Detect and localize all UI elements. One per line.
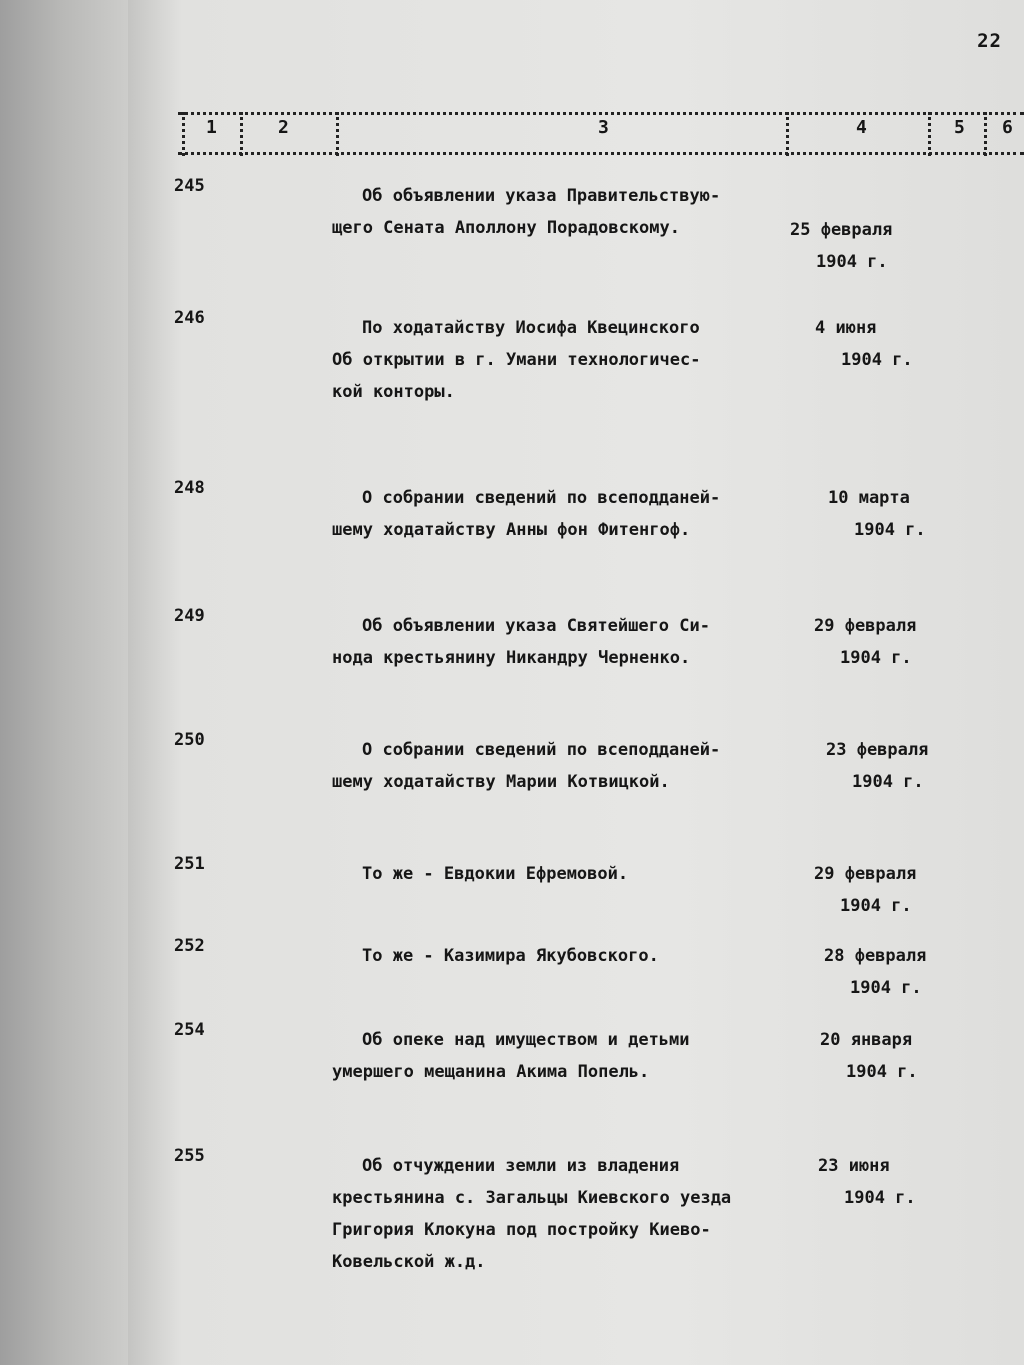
entry-date [820,1024,960,1088]
date-year: 1904 г. [841,350,913,370]
entry-date [818,1150,958,1214]
date-year: 1904 г. [846,1062,918,1082]
header-separator [928,112,931,156]
entry-number: 254 [174,1020,205,1040]
date-year: 1904 г. [840,648,912,668]
description-line: О собрании сведений по всеподданей- [362,488,721,508]
description-line: Об опеке над имуществом и детьми [362,1030,690,1050]
entry-date [814,610,954,674]
description-line: нода крестьянину Никандру Черненко. [332,648,691,668]
header-separator [182,112,185,156]
header-separator [786,112,789,156]
header-separator [240,112,243,156]
entry-number: 248 [174,478,205,498]
binding-gutter [0,0,135,1365]
column-label-2: 2 [278,117,289,138]
entry-number: 249 [174,606,205,626]
entry-date [790,214,930,278]
date-year: 1904 г. [854,520,926,540]
entry-number: 252 [174,936,205,956]
date-day-month: 10 марта [828,488,910,508]
column-label-6: 6 [1002,117,1013,138]
header-top-rule [178,112,1024,115]
column-label-5: 5 [954,117,965,138]
entry-number: 251 [174,854,205,874]
entry-date [815,312,955,376]
entry-description [332,940,832,972]
date-day-month: 4 июня [815,318,877,338]
description-line: кой конторы. [332,382,455,402]
entry-description [332,1024,832,1088]
entry-description [332,180,832,244]
entry-date [826,734,966,798]
date-day-month: 23 июня [818,1156,890,1176]
description-line: О собрании сведений по всеподданей- [362,740,721,760]
entry-description [332,734,832,798]
date-day-month: 20 января [820,1030,913,1050]
description-line: крестьянина с. Загальцы Киевского уезда [332,1188,732,1208]
date-day-month: 23 февраля [826,740,929,760]
header-separator [984,112,987,156]
page-number: 22 [977,30,1002,52]
entry-date [824,940,964,1004]
description-line: Об открытии в г. Умани технологичес- [332,350,701,370]
date-year: 1904 г. [840,896,912,916]
entry-description [332,1150,832,1278]
header-separator [336,112,339,156]
header-bottom-rule [178,152,1024,155]
entry-description [332,858,832,890]
entry-number: 246 [174,308,205,328]
entry-description [332,610,832,674]
date-day-month: 25 февраля [790,220,893,240]
description-line: щего Сената Аполлону Порадовскому. [332,218,680,238]
date-day-month: 29 февраля [814,864,917,884]
date-day-month: 29 февраля [814,616,917,636]
entry-number: 245 [174,176,205,196]
entry-description [332,312,832,408]
date-year: 1904 г. [844,1188,916,1208]
entry-date [828,482,968,546]
description-line: По ходатайству Иосифа Квецинского [362,318,700,338]
description-line: шему ходатайству Марии Котвицкой. [332,772,670,792]
description-line: Об объявлении указа Правительствую- [362,186,721,206]
column-label-1: 1 [206,117,217,138]
date-year: 1904 г. [816,252,888,272]
entry-number: 250 [174,730,205,750]
description-line: То же - Евдокии Ефремовой. [362,864,629,884]
description-line: Ковельской ж.д. [332,1252,486,1272]
date-year: 1904 г. [850,978,922,998]
description-line: Об отчуждении земли из владения [362,1156,680,1176]
description-line: Григория Клокуна под постройку Киево- [332,1220,711,1240]
entry-date [814,858,954,922]
description-line: То же - Казимира Якубовского. [362,946,659,966]
date-day-month: 28 февраля [824,946,927,966]
column-label-4: 4 [856,117,867,138]
description-line: шему ходатайству Анны фон Фитенгоф. [332,520,691,540]
entry-description [332,482,832,546]
column-label-3: 3 [598,117,609,138]
date-year: 1904 г. [852,772,924,792]
description-line: Об объявлении указа Святейшего Си- [362,616,710,636]
entry-number: 255 [174,1146,205,1166]
description-line: умершего мещанина Акима Попель. [332,1062,650,1082]
